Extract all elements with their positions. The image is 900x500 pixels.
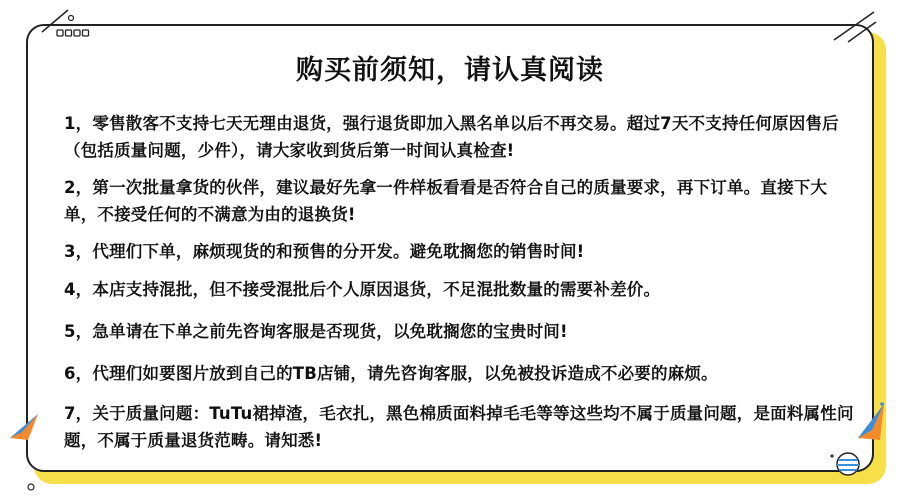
corner-line-decoration: [830, 8, 880, 44]
corner-line-decoration: [38, 6, 78, 36]
notice-item-7: 7，关于质量问题：TuTu裙掉渣，毛衣扎，黑色棉质面料掉毛毛等等这些均不属于质量问题，是面料属性问题，不属于质量退货范畴。请知悉!: [64, 404, 854, 450]
page-title: 购买前须知，请认真阅读: [296, 55, 604, 86]
notice-item-5: 5，急单请在下单之前先咨询客服是否现货，以免耽搁您的宝贵时间!: [64, 322, 568, 341]
notice-item-2: 2，第一次批量拿货的伙伴，建议最好先拿一件样板看看是否符合自己的质量要求，再下订单。直接下大单，不接受任何的不满意为由的退换货!: [64, 178, 828, 224]
notice-item-6: 6，代理们如要图片放到自己的TB店铺，请先咨询客服，以免被投诉造成不必要的麻烦。: [64, 364, 718, 383]
small-circle-decoration: [26, 482, 36, 492]
paper-plane-icon: [6, 408, 42, 444]
notice-item-1: 1，零售散客不支持七天无理由退货，强行退货即加入黑名单以后不再交易。超过7天不支持任何原因售后（包括质量问题，少件），请大家收到货后第一时间认真检查!: [64, 114, 839, 160]
notice-item-4: 4，本店支持混批，但不接受混批后个人原因退货，不足混批数量的需要补差价。: [64, 280, 661, 299]
paper-plane-icon: [852, 400, 892, 444]
notice-item-3: 3，代理们下单，麻烦现货的和预售的分开发。避免耽搁您的销售时间!: [64, 242, 585, 261]
